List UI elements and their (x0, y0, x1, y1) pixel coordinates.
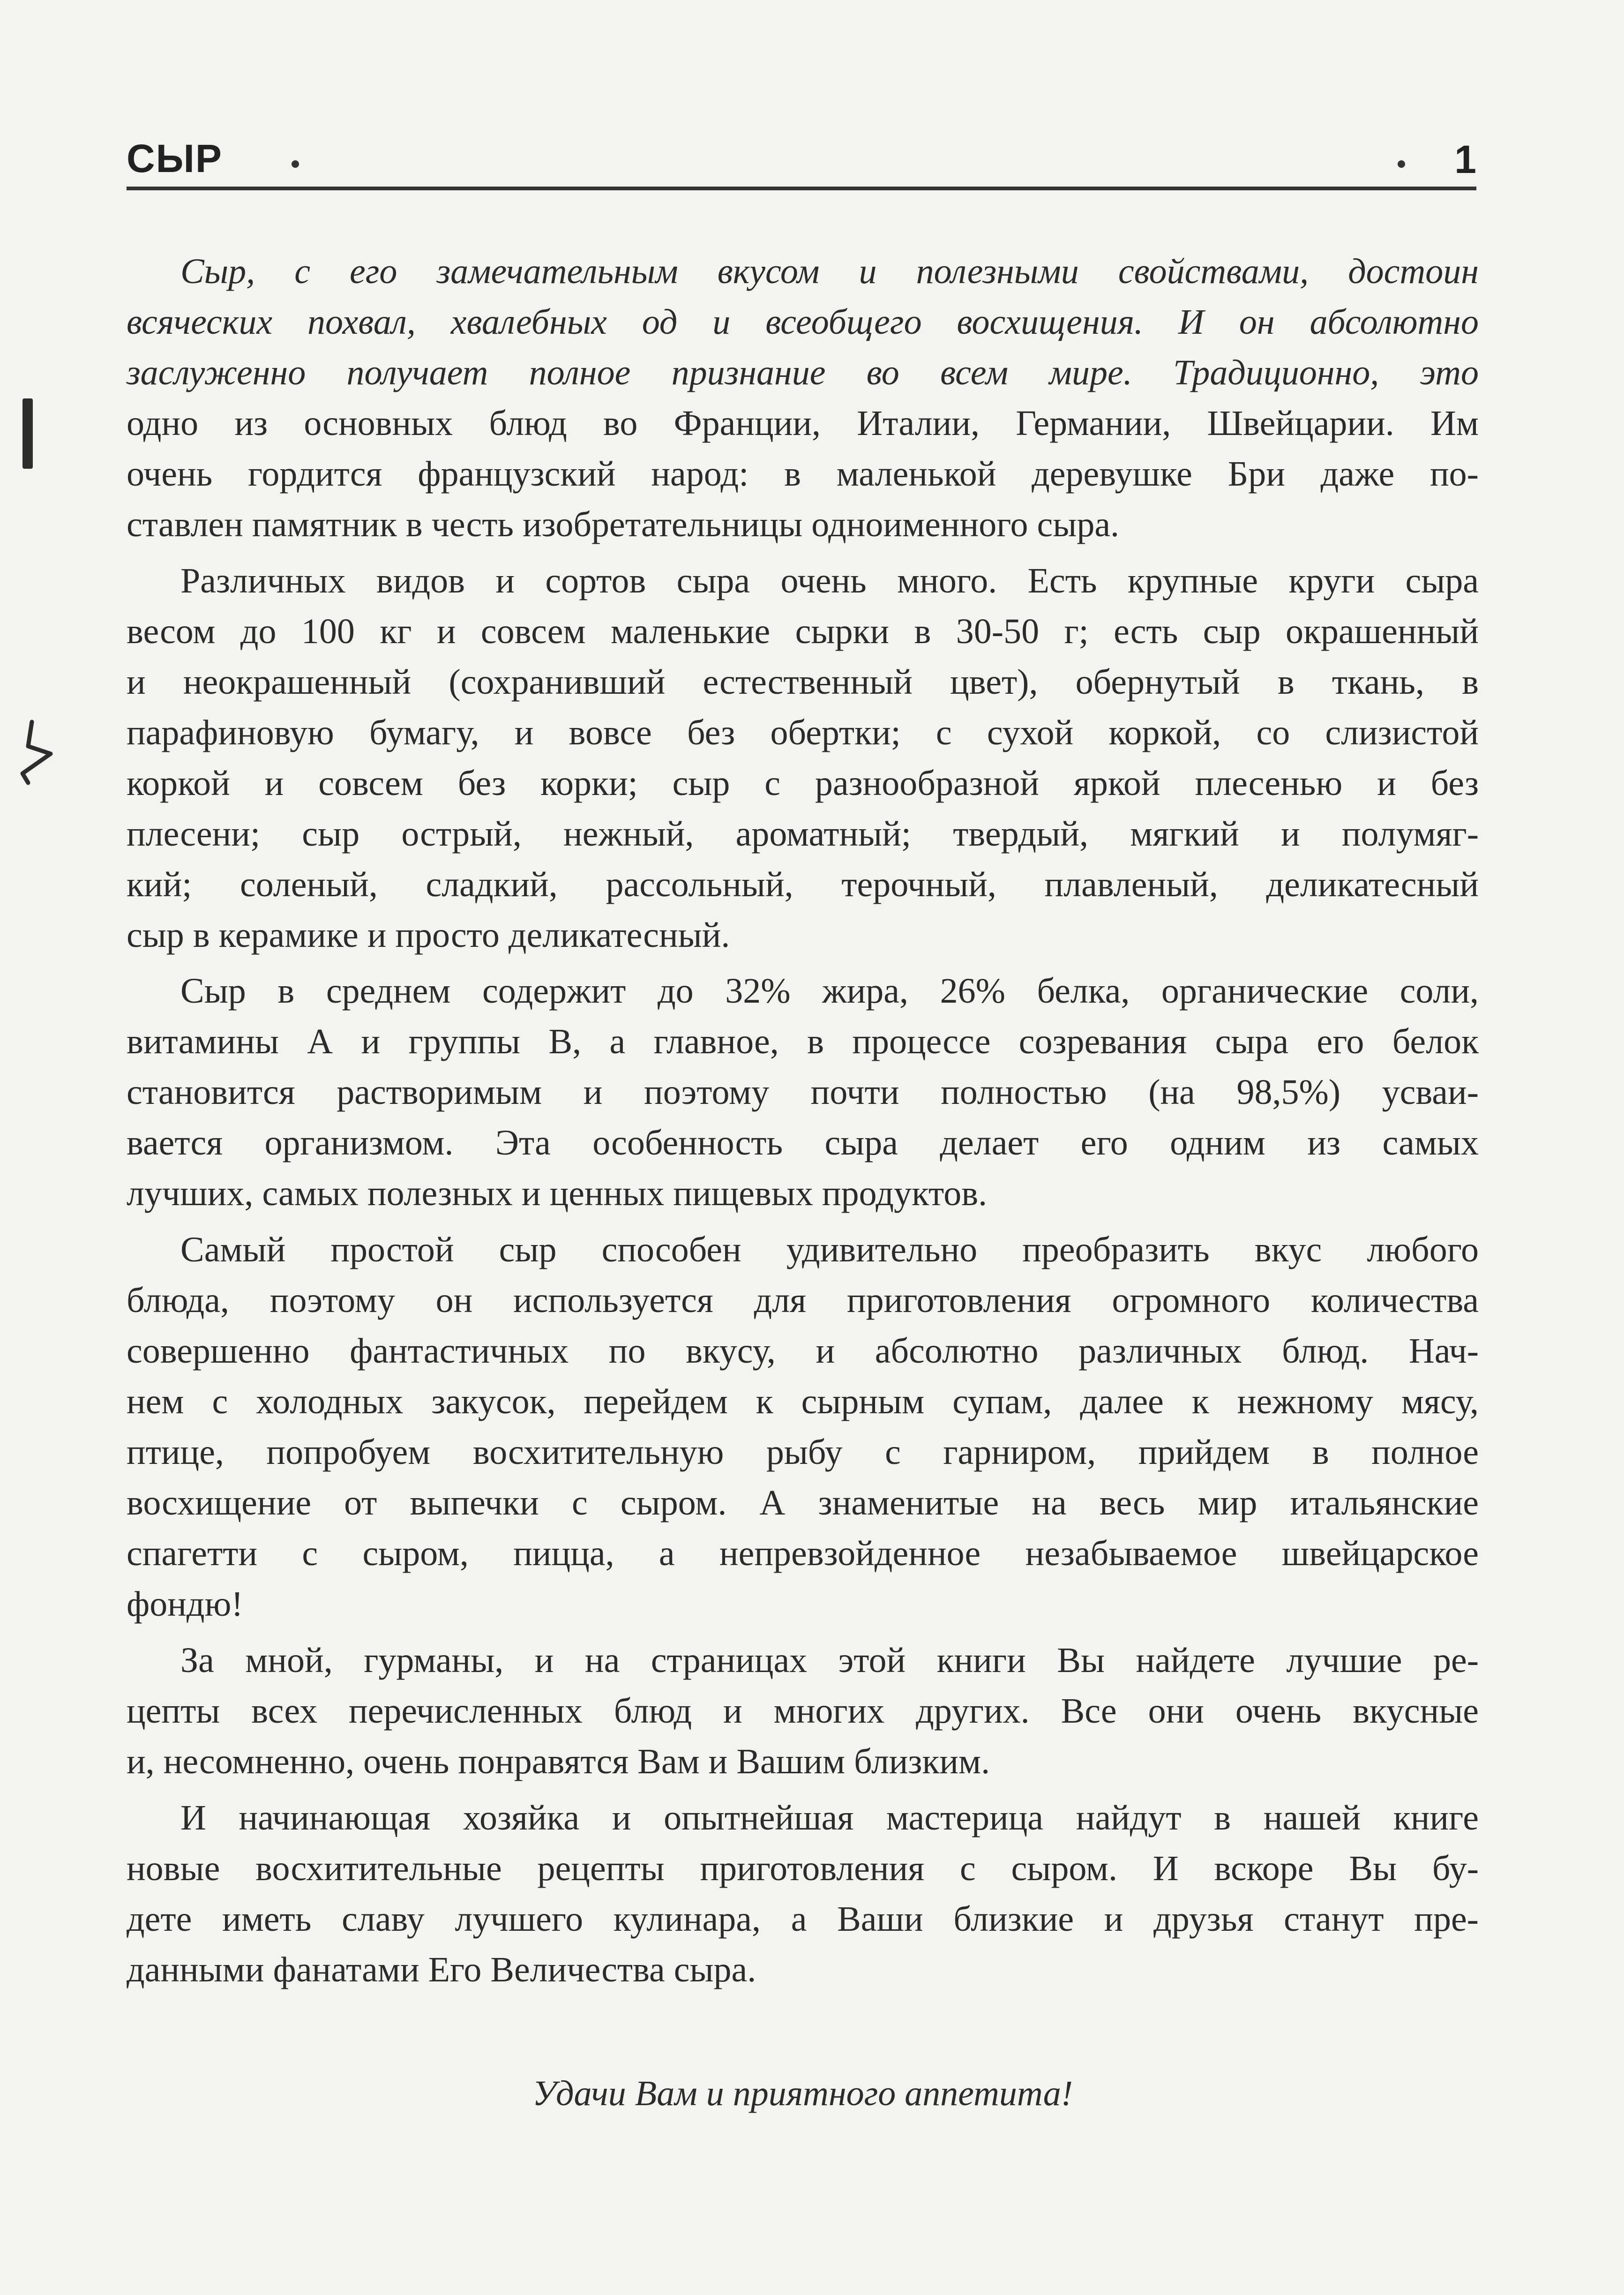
paragraph-5-line-2: цепты всех перечисленных блюд и многих других. Все они очень вкусные (127, 1691, 1479, 1731)
paragraph-4-line-3: совершенно фантастичных по вкусу, и абсолютно различных блюд. Нач- (127, 1331, 1479, 1371)
paragraph-4-line-5: птице, попробуем восхитительную рыбу с гарниром, прийдем в полное (127, 1432, 1479, 1472)
paragraph-6-line-4: данными фанатами Его Величества сыра. (127, 1950, 756, 1989)
paragraph-2-line-7: кий; соленый, сладкий, рассольный, терочный, плавленый, деликатесный (127, 865, 1479, 904)
paragraph-6-line-1: И начинающая хозяйка и опытнейшая мастерица найдут в нашей книге (180, 1798, 1479, 1838)
paragraph-2-line-3: и неокрашенный (сохранивший естественный цвет), обернутый в ткань, в (127, 662, 1479, 702)
page-number: 1 (1454, 137, 1476, 181)
paragraph-6-line-2: новые восхитительные рецепты приготовления с сыром. И вскоре Вы бу- (127, 1849, 1479, 1888)
paragraph-1-line-3: заслуженно получает полное признание во всем мире. Традиционно, это (127, 353, 1479, 392)
paragraph-1-line-6: ставлен памятник в честь изобретательницы одноименного сыра. (127, 505, 1120, 544)
paragraph-4-line-2: блюда, поэтому он используется для приготовления огромного количества (127, 1281, 1479, 1320)
paragraph-1-line-1: Сыр, с его замечательным вкусом и полезными свойствами, достоин (180, 252, 1479, 291)
paragraph-2-line-2: весом до 100 кг и совсем маленькие сырки в 30-50 г; есть сыр окрашенный (127, 612, 1479, 651)
paragraph-5-line-1: За мной, гурманы, и на страницах этой книги Вы найдете лучшие ре- (180, 1641, 1479, 1680)
paragraph-2-line-6: плесени; сыр острый, нежный, ароматный; твердый, мягкий и полумяг- (127, 814, 1479, 854)
paragraph-1-line-2: всяческих похвал, хвалебных од и всеобщего восхищения. И он абсолютно (127, 302, 1479, 342)
paragraph-2-line-5: коркой и совсем без корки; сыр с разнообразной яркой плесенью и без (127, 764, 1479, 803)
paragraph-4-line-7: спагетти с сыром, пицца, а непревзойденное незабываемое швейцарское (127, 1534, 1479, 1573)
header-rule (127, 187, 1476, 190)
paragraph-4-line-4: нем с холодных закусок, перейдем к сырным супам, далее к нежному мясу, (127, 1382, 1479, 1421)
paragraph-4-line-1: Самый простой сыр способен удивительно преобразить вкус любого (180, 1230, 1479, 1269)
paragraph-3-line-3: становится растворимым и поэтому почти полностью (на 98,5%) усваи- (127, 1072, 1479, 1112)
paragraph-3-line-1: Сыр в среднем содержит до 32% жира, 26% белка, органические соли, (180, 971, 1479, 1011)
margin-check-mark (18, 717, 55, 788)
running-title: СЫР (127, 136, 223, 180)
paragraph-3-line-5: лучших, самых полезных и ценных пищевых продуктов. (127, 1174, 988, 1213)
running-header (127, 136, 1476, 192)
paragraph-6-line-3: дете иметь славу лучшего кулинара, а Ваши близкие и друзья станут пре- (127, 1899, 1479, 1939)
margin-pen-mark (22, 398, 33, 469)
paragraph-2-line-8: сыр в керамике и просто деликатесный. (127, 915, 730, 955)
paragraph-4-line-6: восхищение от выпечки с сыром. А знаменитые на весь мир итальянские (127, 1483, 1479, 1522)
paragraph-2-line-1: Различных видов и сортов сыра очень много. Есть крупные круги сыра (180, 561, 1479, 600)
closing-wish: Удачи Вам и приятного аппетита! (532, 2074, 1073, 2113)
paragraph-4-line-8: фондю! (127, 1584, 243, 1624)
paragraph-3-line-4: вается организмом. Эта особенность сыра делает его одним из самых (127, 1123, 1479, 1162)
paragraph-2-line-4: парафиновую бумагу, и вовсе без обертки; с сухой коркой, со слизистой (127, 713, 1479, 752)
header-bullet-left (292, 160, 299, 168)
paragraph-1-line-4: одно из основных блюд во Франции, Италии, Германии, Швейцарии. Им (127, 404, 1479, 443)
paragraph-1-line-5: очень гордится французский народ: в маленькой деревушке Бри даже по- (127, 454, 1479, 494)
paragraph-5-line-3: и, несомненно, очень понравятся Вам и Вашим близким. (127, 1742, 990, 1781)
header-bullet-right (1398, 160, 1405, 168)
paragraph-3-line-2: витамины А и группы В, а главное, в процессе созревания сыра его белок (127, 1022, 1479, 1061)
